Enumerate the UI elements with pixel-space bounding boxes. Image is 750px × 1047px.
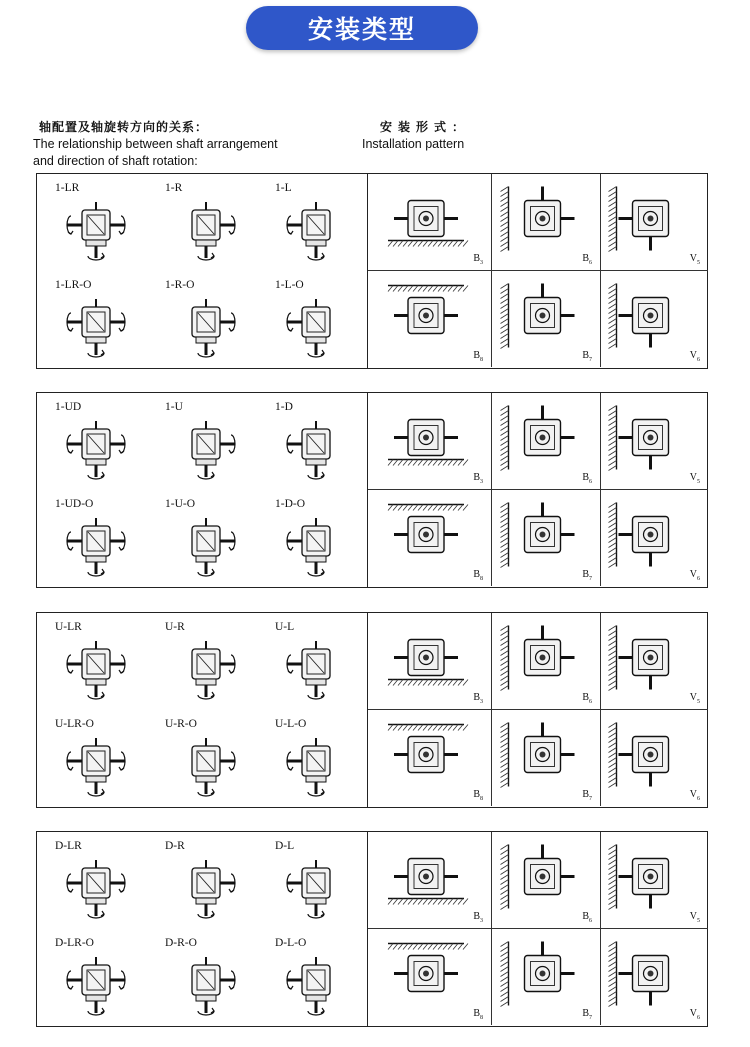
mounting-position-label: $B_8$ [473, 789, 483, 802]
shaft-arrangement-label: 1-U [165, 401, 183, 413]
installation-cell [368, 174, 492, 271]
shaft-relationship-zh: 轴配置及轴旋转方向的关系： [39, 120, 209, 134]
installation-en: Installation pattern [362, 137, 465, 151]
shaft-arrangement-label: 1-R [165, 182, 183, 194]
mounting-position-label: $B_8$ [473, 569, 483, 582]
mounting-position-label: $B_7$ [582, 569, 592, 582]
installation-zh: 安装形式： [380, 120, 471, 134]
installation-cell [492, 710, 601, 806]
installation-cell [601, 393, 708, 490]
shaft-arrangement-label: U-L-O [275, 718, 307, 730]
installation-cell [492, 490, 601, 586]
shaft-arrangement-label: U-L [275, 621, 295, 633]
installation-grid [367, 174, 707, 368]
mounting-position-label: $V_5$ [689, 253, 700, 266]
mounting-position-label: $B_7$ [582, 1008, 592, 1021]
shaft-rotation-diagram [167, 293, 245, 363]
mounting-position-label: $V_5$ [689, 692, 700, 705]
shaft-arrangement-grid [37, 832, 367, 1026]
shaft-arrangement-label: D-LR [55, 840, 82, 852]
shaft-arrangement-label: U-R-O [165, 718, 197, 730]
shaft-rotation-diagram [57, 196, 135, 266]
shaft-arrangement-label: 1-L-O [275, 279, 304, 291]
mounting-position-label: $V_6$ [689, 789, 700, 802]
mounting-position-label: $V_6$ [689, 569, 700, 582]
shaft-arrangement-label: D-R [165, 840, 185, 852]
shaft-rotation-diagram [57, 293, 135, 363]
shaft-arrangement-label: D-L [275, 840, 295, 852]
shaft-arrangement-label: D-L-O [275, 937, 307, 949]
shaft-rotation-diagram [57, 512, 135, 582]
installation-cell [368, 613, 492, 710]
shaft-arrangement-label: U-LR [55, 621, 82, 633]
installation-cell [601, 271, 708, 367]
shaft-arrangement-grid [37, 174, 367, 368]
shaft-arrangement-label: D-LR-O [55, 937, 94, 949]
shaft-rotation-diagram [167, 951, 245, 1021]
shaft-rotation-diagram [167, 635, 245, 705]
installation-cell [368, 929, 492, 1025]
installation-cell [368, 710, 492, 806]
shaft-rotation-diagram [277, 293, 355, 363]
installation-cell [492, 174, 601, 271]
shaft-arrangement-grid [37, 613, 367, 807]
mounting-position-label: $B_3$ [473, 692, 483, 705]
mounting-position-label: $B_7$ [582, 789, 592, 802]
mounting-position-label: $V_6$ [689, 1008, 700, 1021]
installation-cell [601, 613, 708, 710]
shaft-arrangement-label: U-LR-O [55, 718, 94, 730]
installation-cell [601, 710, 708, 806]
shaft-rotation-diagram [277, 415, 355, 485]
shaft-rotation-diagram [277, 854, 355, 924]
shaft-rotation-diagram [57, 415, 135, 485]
shaft-rotation-diagram [167, 196, 245, 266]
shaft-rotation-diagram [57, 951, 135, 1021]
installation-cell [601, 832, 708, 929]
installation-cell [601, 929, 708, 1025]
mounting-position-label: $V_5$ [689, 472, 700, 485]
mounting-position-label: $B_6$ [582, 692, 592, 705]
mounting-position-label: $B_8$ [473, 1008, 483, 1021]
shaft-rotation-diagram [277, 196, 355, 266]
mounting-position-label: $V_6$ [689, 350, 700, 363]
mounting-position-label: $B_6$ [582, 911, 592, 924]
installation-grid [367, 613, 707, 807]
mounting-position-label: $B_3$ [473, 253, 483, 266]
shaft-arrangement-label: 1-R-O [165, 279, 195, 291]
shaft-relationship-en-1: The relationship between shaft arrangement [33, 137, 278, 151]
installation-cell [492, 271, 601, 367]
shaft-rotation-diagram [167, 415, 245, 485]
installation-cell [368, 490, 492, 586]
installation-cell [492, 393, 601, 490]
shaft-rotation-diagram [277, 635, 355, 705]
shaft-rotation-diagram [57, 635, 135, 705]
installation-cell [492, 613, 601, 710]
mounting-position-label: $B_6$ [582, 253, 592, 266]
shaft-arrangement-grid [37, 393, 367, 587]
installation-cell [368, 393, 492, 490]
shaft-arrangement-label: 1-D-O [275, 498, 306, 510]
shaft-arrangement-label: D-R-O [165, 937, 197, 949]
page-title: 安装类型 [246, 6, 478, 50]
shaft-arrangement-label: 1-UD-O [55, 498, 94, 510]
mounting-panel [36, 612, 708, 808]
mounting-position-label: $B_6$ [582, 472, 592, 485]
shaft-arrangement-label: 1-D [275, 401, 293, 413]
mounting-panel [36, 173, 708, 369]
installation-header [362, 118, 562, 151]
mounting-position-label: $B_3$ [473, 911, 483, 924]
mounting-position-label: $V_5$ [689, 911, 700, 924]
shaft-arrangement-label: 1-L [275, 182, 292, 194]
shaft-rotation-diagram [167, 732, 245, 802]
shaft-arrangement-label: 1-LR-O [55, 279, 92, 291]
shaft-rotation-diagram [277, 512, 355, 582]
shaft-relationship-header [33, 118, 363, 169]
mounting-position-label: $B_8$ [473, 350, 483, 363]
shaft-rotation-diagram [277, 951, 355, 1021]
installation-cell [368, 271, 492, 367]
installation-cell [368, 832, 492, 929]
shaft-arrangement-label: 1-LR [55, 182, 80, 194]
mounting-panel [36, 831, 708, 1027]
mounting-panel [36, 392, 708, 588]
shaft-relationship-en-2: and direction of shaft rotation: [33, 154, 198, 168]
shaft-rotation-diagram [277, 732, 355, 802]
shaft-arrangement-label: U-R [165, 621, 185, 633]
shaft-arrangement-label: 1-UD [55, 401, 82, 413]
shaft-rotation-diagram [167, 512, 245, 582]
shaft-rotation-diagram [57, 732, 135, 802]
installation-cell [492, 929, 601, 1025]
shaft-arrangement-label: 1-U-O [165, 498, 196, 510]
mounting-position-label: $B_3$ [473, 472, 483, 485]
installation-cell [601, 174, 708, 271]
installation-cell [601, 490, 708, 586]
shaft-rotation-diagram [167, 854, 245, 924]
mounting-position-label: $B_7$ [582, 350, 592, 363]
installation-grid [367, 832, 707, 1026]
installation-grid [367, 393, 707, 587]
shaft-rotation-diagram [57, 854, 135, 924]
installation-cell [492, 832, 601, 929]
